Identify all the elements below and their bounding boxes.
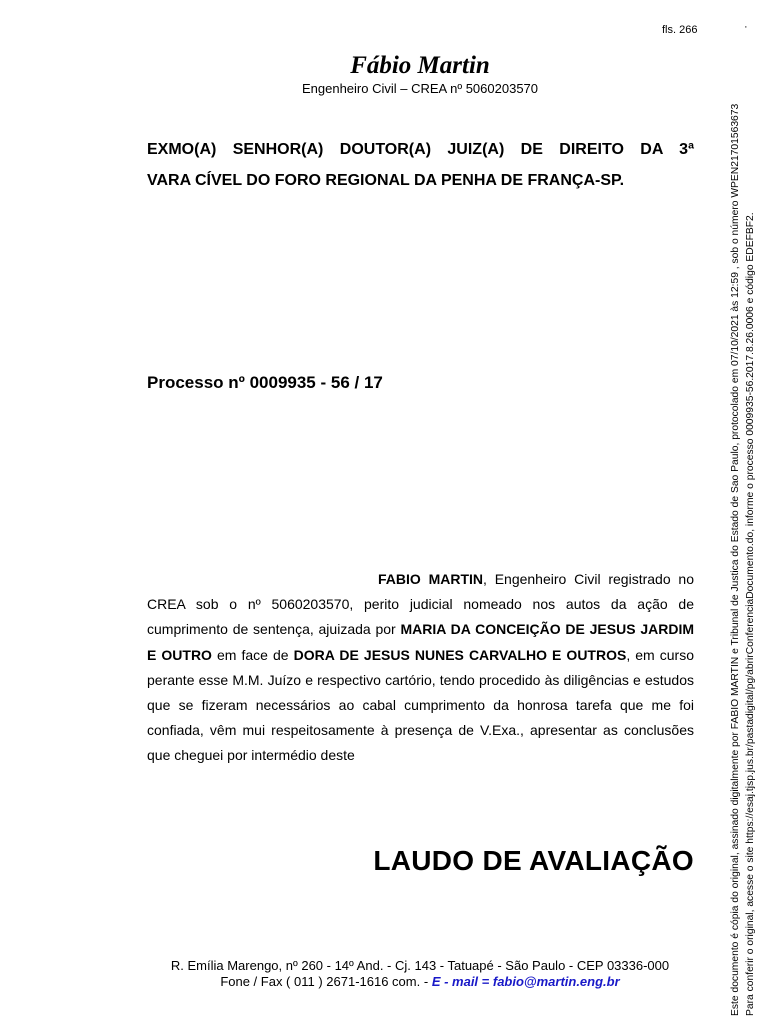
signature-notice-line-1: Este documento é cópia do original, assinado digitalmente por FABIO MARTIN e Tribunal de Justica do Estado de Sao Paulo, protocolado em 07/10/2021 às 12:59 , sob o número WPEN21701563673 [730, 103, 741, 1016]
addressee-line-2: VARA CÍVEL DO FORO REGIONAL DA PENHA DE FRANÇA-SP. [147, 172, 625, 189]
footer-contact [140, 974, 700, 990]
footer-phone: Fone / Fax ( 011 ) 2671-1616 com. - [220, 974, 429, 989]
plaintiff-name: MARIA DA CONCEIÇÃO DE JESUS JARDIM E OUTRO [147, 621, 694, 663]
addressee-line-1: EXMO(A) SENHOR(A) DOUTOR(A) JUIZ(A) DE DIREITO DA 3ª [147, 141, 694, 158]
addressee-block [147, 134, 694, 196]
author-subtitle: Engenheiro Civil – CREA nº 5060203570 [301, 81, 539, 96]
process-number: Processo nº 0009935 - 56 / 17 [147, 373, 383, 392]
body-text-3: , em curso perante esse M.M. Juízo e respectivo cartório, tendo procedido às diligências e estudos que se fizeram necessários ao cabal cumprimento da honrosa tarefa que me foi confiada, vêm mui respeitosamente à presença de V.Exa., apresentar as conclusões que cheguei por intermédio deste [147, 646, 695, 764]
signature-notice-line-2: Para conferir o original, acesse o site https://esaj.tjsp.jus.br/pastadigital/pg/abrirConferenciaDocumento.do, informe o processo 0009935-56.2017.8.26.0006 e código EDEFBF2. [745, 212, 756, 1016]
document-title: LAUDO DE AVALIAÇÃO [373, 845, 694, 876]
body-text-2: em face de [211, 646, 294, 663]
expert-name: FABIO MARTIN [378, 571, 484, 587]
footer [140, 958, 700, 990]
body-paragraph [147, 567, 694, 769]
author-name: Fábio Martin [350, 52, 490, 79]
body-text-1: , Engenheiro Civil registrado no CREA sob o nº 5060203570, perito judicial nomeado nos autos da ação de cumprimento de sentença, ajuizada por [147, 571, 694, 638]
corner-mark: · [744, 21, 748, 33]
page-number: fls. 266 [662, 24, 698, 36]
footer-address: R. Emília Marengo, nº 260 - 14º And. - Cj. 143 - Tatuapé - São Paulo - CEP 03336-000 [170, 958, 670, 973]
digital-signature-notice [728, 41, 758, 1016]
footer-email-link[interactable]: E - mail = fabio@martin.eng.br [431, 974, 620, 989]
defendant-name: DORA DE JESUS NUNES CARVALHO E OUTROS [293, 646, 627, 663]
